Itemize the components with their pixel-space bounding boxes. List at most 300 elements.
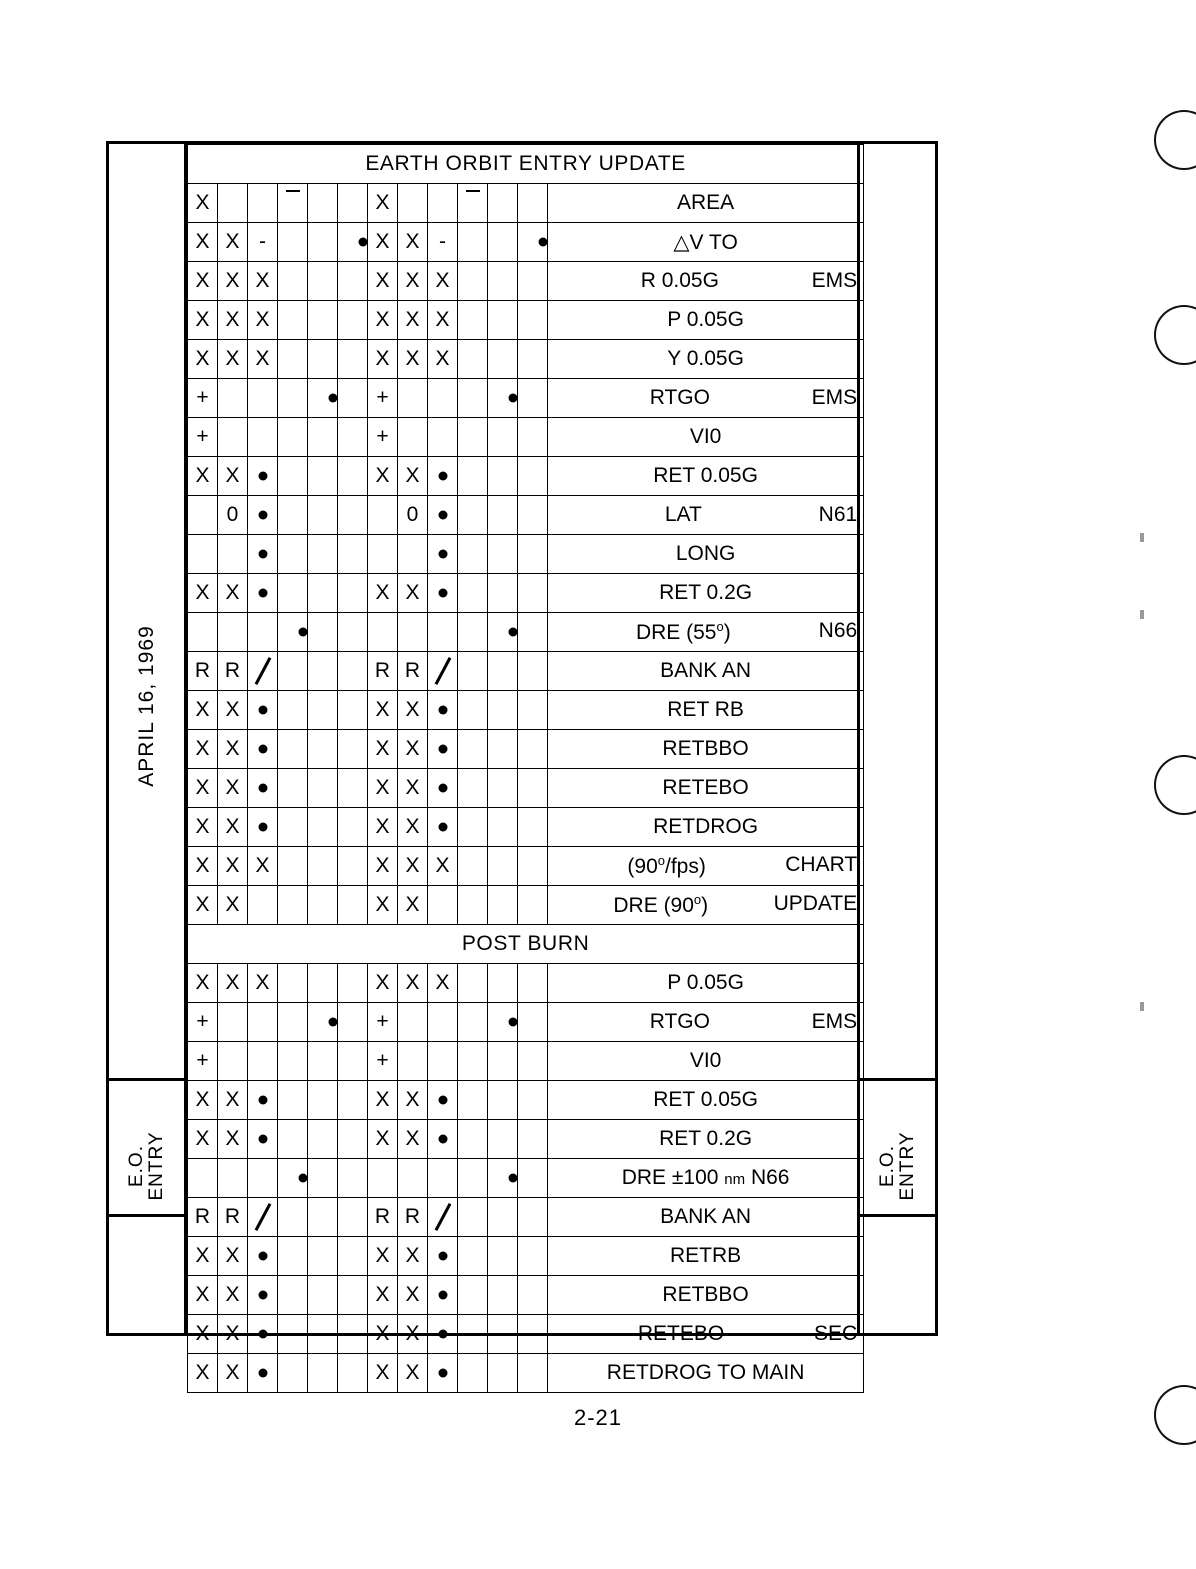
cell-dre-90-r-2[interactable] [428, 886, 458, 925]
cell-chart-90fps-r-3[interactable] [458, 847, 488, 886]
cell-pb-retbbo-r-0[interactable]: X [368, 1276, 398, 1315]
cell-retdrog-r-3[interactable] [458, 808, 488, 847]
cell-pb-bank-an-l-3[interactable] [278, 1198, 308, 1237]
cell-pb-retrb-l-2[interactable] [248, 1237, 278, 1276]
cell-dre-90-r-1[interactable]: X [398, 886, 428, 925]
cell-pb-vio-r-2[interactable] [428, 1042, 458, 1081]
cell-area-r-3[interactable] [458, 184, 488, 223]
cell-pb-dre-100-l-1[interactable] [218, 1159, 248, 1198]
cell-pb-retdrog-l-5[interactable] [338, 1354, 368, 1393]
cell-pb-ret-02g-l-4[interactable] [308, 1120, 338, 1159]
cell-long-l-1[interactable] [218, 535, 248, 574]
cell-pb-ret-02g-r-5[interactable] [518, 1120, 548, 1159]
cell-dre-55-l-4[interactable] [308, 613, 338, 652]
cell-area-l-1[interactable] [218, 184, 248, 223]
cell-pb-bank-an-l-4[interactable] [308, 1198, 338, 1237]
cell-pb-ret-005g-l-1[interactable]: X [218, 1081, 248, 1120]
cell-rtgo-l-1[interactable] [218, 379, 248, 418]
cell-pb-vio-r-0[interactable]: + [368, 1042, 398, 1081]
cell-pb-dre-100-r-1[interactable] [398, 1159, 428, 1198]
cell-rtgo-l-3[interactable] [278, 379, 308, 418]
cell-pb-bank-an-l-1[interactable]: R [218, 1198, 248, 1237]
cell-dre-55-l-5[interactable] [338, 613, 368, 652]
cell-pb-ret-02g-r-4[interactable] [488, 1120, 518, 1159]
cell-pb-ret-005g-r-4[interactable] [488, 1081, 518, 1120]
cell-dv-to-l-1[interactable]: X [218, 223, 248, 262]
cell-chart-90fps-l-0[interactable]: X [188, 847, 218, 886]
cell-vio-r-0[interactable]: + [368, 418, 398, 457]
cell-ret-rb-r-2[interactable] [428, 691, 458, 730]
cell-pb-vio-r-3[interactable] [458, 1042, 488, 1081]
cell-pb-ret-005g-l-2[interactable] [248, 1081, 278, 1120]
cell-pb-dre-100-l-0[interactable] [188, 1159, 218, 1198]
cell-retebo-l-3[interactable] [278, 769, 308, 808]
cell-dv-to-l-0[interactable]: X [188, 223, 218, 262]
cell-pb-retebo-l-0[interactable]: X [188, 1315, 218, 1354]
cell-pb-retdrog-r-0[interactable]: X [368, 1354, 398, 1393]
cell-rtgo-r-5[interactable] [518, 379, 548, 418]
cell-vio-r-5[interactable] [518, 418, 548, 457]
cell-ret-02g-r-1[interactable]: X [398, 574, 428, 613]
cell-r-005g-l-0[interactable]: X [188, 262, 218, 301]
cell-vio-l-4[interactable] [308, 418, 338, 457]
cell-ret-rb-r-4[interactable] [488, 691, 518, 730]
cell-pb-ret-02g-r-0[interactable]: X [368, 1120, 398, 1159]
cell-dre-55-l-2[interactable] [248, 613, 278, 652]
cell-retebo-r-4[interactable] [488, 769, 518, 808]
cell-pb-retrb-l-0[interactable]: X [188, 1237, 218, 1276]
cell-pb-bank-an-l-5[interactable] [338, 1198, 368, 1237]
cell-r-005g-r-3[interactable] [458, 262, 488, 301]
cell-pb-retrb-l-4[interactable] [308, 1237, 338, 1276]
cell-rtgo-r-3[interactable] [458, 379, 488, 418]
cell-ret-005g-r-1[interactable]: X [398, 457, 428, 496]
cell-vio-l-0[interactable]: + [188, 418, 218, 457]
cell-pb-vio-l-2[interactable] [248, 1042, 278, 1081]
cell-pb-retrb-l-3[interactable] [278, 1237, 308, 1276]
cell-lat-r-3[interactable] [458, 496, 488, 535]
cell-rtgo-r-1[interactable] [398, 379, 428, 418]
cell-r-005g-r-5[interactable] [518, 262, 548, 301]
cell-pb-p-005g-l-3[interactable] [278, 964, 308, 1003]
cell-vio-r-2[interactable] [428, 418, 458, 457]
cell-ret-005g-r-5[interactable] [518, 457, 548, 496]
cell-retdrog-l-0[interactable]: X [188, 808, 218, 847]
cell-pb-vio-l-0[interactable]: + [188, 1042, 218, 1081]
cell-bank-an-l-0[interactable]: R [188, 652, 218, 691]
cell-retdrog-l-5[interactable] [338, 808, 368, 847]
cell-retebo-l-5[interactable] [338, 769, 368, 808]
cell-pb-ret-02g-r-2[interactable] [428, 1120, 458, 1159]
cell-pb-ret-005g-r-5[interactable] [518, 1081, 548, 1120]
cell-lat-r-4[interactable] [488, 496, 518, 535]
cell-pb-rtgo-r-4[interactable] [488, 1003, 518, 1042]
cell-pb-p-005g-l-1[interactable]: X [218, 964, 248, 1003]
cell-dre-55-l-0[interactable] [188, 613, 218, 652]
cell-p-005g-l-4[interactable] [308, 301, 338, 340]
cell-y-005g-r-4[interactable] [488, 340, 518, 379]
cell-pb-ret-02g-l-5[interactable] [338, 1120, 368, 1159]
cell-r-005g-r-1[interactable]: X [398, 262, 428, 301]
cell-r-005g-l-5[interactable] [338, 262, 368, 301]
cell-dv-to-r-5[interactable] [518, 223, 548, 262]
cell-retebo-l-1[interactable]: X [218, 769, 248, 808]
cell-pb-ret-005g-r-3[interactable] [458, 1081, 488, 1120]
cell-rtgo-l-2[interactable] [248, 379, 278, 418]
cell-p-005g-l-3[interactable] [278, 301, 308, 340]
cell-bank-an-r-3[interactable] [458, 652, 488, 691]
cell-pb-p-005g-r-2[interactable]: X [428, 964, 458, 1003]
cell-p-005g-r-3[interactable] [458, 301, 488, 340]
cell-vio-r-3[interactable] [458, 418, 488, 457]
cell-p-005g-r-4[interactable] [488, 301, 518, 340]
cell-pb-bank-an-l-2[interactable] [248, 1198, 278, 1237]
cell-retdrog-r-4[interactable] [488, 808, 518, 847]
cell-dv-to-r-1[interactable]: X [398, 223, 428, 262]
cell-pb-retebo-r-3[interactable] [458, 1315, 488, 1354]
cell-pb-retbbo-r-2[interactable] [428, 1276, 458, 1315]
cell-retebo-r-0[interactable]: X [368, 769, 398, 808]
cell-ret-005g-l-0[interactable]: X [188, 457, 218, 496]
cell-pb-retrb-r-1[interactable]: X [398, 1237, 428, 1276]
cell-r-005g-l-1[interactable]: X [218, 262, 248, 301]
cell-dre-55-r-2[interactable] [428, 613, 458, 652]
cell-pb-retrb-r-4[interactable] [488, 1237, 518, 1276]
cell-pb-retbbo-l-2[interactable] [248, 1276, 278, 1315]
cell-p-005g-l-2[interactable]: X [248, 301, 278, 340]
cell-pb-ret-005g-l-5[interactable] [338, 1081, 368, 1120]
cell-pb-retebo-l-4[interactable] [308, 1315, 338, 1354]
cell-pb-ret-005g-l-4[interactable] [308, 1081, 338, 1120]
cell-retbbo-l-3[interactable] [278, 730, 308, 769]
cell-pb-retrb-r-2[interactable] [428, 1237, 458, 1276]
cell-ret-02g-r-2[interactable] [428, 574, 458, 613]
cell-pb-retbbo-l-0[interactable]: X [188, 1276, 218, 1315]
cell-rtgo-r-2[interactable] [428, 379, 458, 418]
cell-bank-an-l-1[interactable]: R [218, 652, 248, 691]
cell-ret-rb-r-3[interactable] [458, 691, 488, 730]
cell-retdrog-r-2[interactable] [428, 808, 458, 847]
cell-ret-005g-l-4[interactable] [308, 457, 338, 496]
cell-pb-ret-005g-l-3[interactable] [278, 1081, 308, 1120]
cell-ret-005g-l-5[interactable] [338, 457, 368, 496]
cell-y-005g-r-0[interactable]: X [368, 340, 398, 379]
cell-ret-02g-l-3[interactable] [278, 574, 308, 613]
cell-lat-r-2[interactable] [428, 496, 458, 535]
cell-y-005g-l-3[interactable] [278, 340, 308, 379]
cell-bank-an-r-1[interactable]: R [398, 652, 428, 691]
cell-dv-to-r-4[interactable] [488, 223, 518, 262]
cell-pb-ret-02g-l-3[interactable] [278, 1120, 308, 1159]
cell-ret-02g-r-0[interactable]: X [368, 574, 398, 613]
cell-pb-retebo-r-2[interactable] [428, 1315, 458, 1354]
cell-dre-90-r-4[interactable] [488, 886, 518, 925]
cell-pb-retdrog-r-1[interactable]: X [398, 1354, 428, 1393]
cell-pb-retrb-l-5[interactable] [338, 1237, 368, 1276]
cell-pb-dre-100-l-5[interactable] [338, 1159, 368, 1198]
cell-pb-vio-l-3[interactable] [278, 1042, 308, 1081]
cell-ret-rb-l-5[interactable] [338, 691, 368, 730]
cell-dv-to-r-3[interactable] [458, 223, 488, 262]
cell-dv-to-l-4[interactable] [308, 223, 338, 262]
cell-dv-to-l-3[interactable] [278, 223, 308, 262]
cell-retebo-r-2[interactable] [428, 769, 458, 808]
cell-area-l-2[interactable] [248, 184, 278, 223]
cell-pb-retrb-l-1[interactable]: X [218, 1237, 248, 1276]
cell-pb-rtgo-r-2[interactable] [428, 1003, 458, 1042]
cell-retebo-r-3[interactable] [458, 769, 488, 808]
cell-pb-retebo-l-5[interactable] [338, 1315, 368, 1354]
cell-pb-vio-r-1[interactable] [398, 1042, 428, 1081]
cell-pb-retbbo-r-5[interactable] [518, 1276, 548, 1315]
cell-pb-vio-r-4[interactable] [488, 1042, 518, 1081]
cell-pb-retebo-l-2[interactable] [248, 1315, 278, 1354]
cell-ret-005g-l-3[interactable] [278, 457, 308, 496]
cell-ret-005g-l-1[interactable]: X [218, 457, 248, 496]
cell-p-005g-r-1[interactable]: X [398, 301, 428, 340]
cell-dre-55-l-1[interactable] [218, 613, 248, 652]
cell-retbbo-l-1[interactable]: X [218, 730, 248, 769]
cell-ret-rb-l-4[interactable] [308, 691, 338, 730]
cell-retdrog-l-3[interactable] [278, 808, 308, 847]
cell-dv-to-r-0[interactable]: X [368, 223, 398, 262]
cell-pb-retdrog-r-4[interactable] [488, 1354, 518, 1393]
cell-dre-90-r-5[interactable] [518, 886, 548, 925]
cell-pb-retdrog-r-5[interactable] [518, 1354, 548, 1393]
cell-pb-ret-02g-r-1[interactable]: X [398, 1120, 428, 1159]
cell-pb-ret-02g-r-3[interactable] [458, 1120, 488, 1159]
cell-ret-005g-l-2[interactable] [248, 457, 278, 496]
cell-pb-ret-005g-l-0[interactable]: X [188, 1081, 218, 1120]
cell-bank-an-r-0[interactable]: R [368, 652, 398, 691]
cell-area-r-2[interactable] [428, 184, 458, 223]
cell-chart-90fps-l-4[interactable] [308, 847, 338, 886]
cell-lat-l-0[interactable] [188, 496, 218, 535]
cell-p-005g-r-0[interactable]: X [368, 301, 398, 340]
cell-area-l-3[interactable] [278, 184, 308, 223]
cell-lat-r-5[interactable] [518, 496, 548, 535]
cell-lat-l-3[interactable] [278, 496, 308, 535]
cell-pb-ret-02g-l-2[interactable] [248, 1120, 278, 1159]
cell-pb-retrb-r-5[interactable] [518, 1237, 548, 1276]
cell-pb-rtgo-l-0[interactable]: + [188, 1003, 218, 1042]
cell-retdrog-r-0[interactable]: X [368, 808, 398, 847]
cell-rtgo-l-4[interactable] [308, 379, 338, 418]
cell-dre-90-r-3[interactable] [458, 886, 488, 925]
cell-pb-p-005g-r-1[interactable]: X [398, 964, 428, 1003]
cell-ret-rb-l-0[interactable]: X [188, 691, 218, 730]
cell-bank-an-r-5[interactable] [518, 652, 548, 691]
cell-lat-l-1[interactable]: 0 [218, 496, 248, 535]
cell-pb-retrb-r-0[interactable]: X [368, 1237, 398, 1276]
cell-dre-55-l-3[interactable] [278, 613, 308, 652]
cell-pb-vio-l-5[interactable] [338, 1042, 368, 1081]
cell-bank-an-r-2[interactable] [428, 652, 458, 691]
cell-retebo-l-0[interactable]: X [188, 769, 218, 808]
cell-ret-005g-r-4[interactable] [488, 457, 518, 496]
cell-p-005g-l-0[interactable]: X [188, 301, 218, 340]
cell-dre-90-l-4[interactable] [308, 886, 338, 925]
cell-vio-r-1[interactable] [398, 418, 428, 457]
cell-y-005g-l-2[interactable]: X [248, 340, 278, 379]
cell-long-r-5[interactable] [518, 535, 548, 574]
cell-pb-bank-an-r-1[interactable]: R [398, 1198, 428, 1237]
cell-long-l-2[interactable] [248, 535, 278, 574]
cell-pb-dre-100-r-3[interactable] [458, 1159, 488, 1198]
cell-dv-to-l-5[interactable] [338, 223, 368, 262]
cell-retdrog-l-1[interactable]: X [218, 808, 248, 847]
cell-ret-02g-r-3[interactable] [458, 574, 488, 613]
cell-rtgo-r-0[interactable]: + [368, 379, 398, 418]
cell-dre-90-l-0[interactable]: X [188, 886, 218, 925]
cell-y-005g-r-5[interactable] [518, 340, 548, 379]
cell-retdrog-l-4[interactable] [308, 808, 338, 847]
cell-retbbo-l-4[interactable] [308, 730, 338, 769]
cell-pb-bank-an-r-4[interactable] [488, 1198, 518, 1237]
cell-long-l-0[interactable] [188, 535, 218, 574]
cell-r-005g-l-3[interactable] [278, 262, 308, 301]
cell-pb-dre-100-l-4[interactable] [308, 1159, 338, 1198]
cell-retbbo-l-5[interactable] [338, 730, 368, 769]
cell-vio-l-3[interactable] [278, 418, 308, 457]
cell-area-l-5[interactable] [338, 184, 368, 223]
cell-vio-l-5[interactable] [338, 418, 368, 457]
cell-area-r-0[interactable]: X [368, 184, 398, 223]
cell-dre-90-l-2[interactable] [248, 886, 278, 925]
cell-dv-to-r-2[interactable]: - [428, 223, 458, 262]
cell-ret-02g-r-5[interactable] [518, 574, 548, 613]
cell-pb-rtgo-l-3[interactable] [278, 1003, 308, 1042]
cell-y-005g-l-0[interactable]: X [188, 340, 218, 379]
cell-retbbo-l-0[interactable]: X [188, 730, 218, 769]
cell-ret-02g-r-4[interactable] [488, 574, 518, 613]
cell-p-005g-l-5[interactable] [338, 301, 368, 340]
cell-retdrog-r-5[interactable] [518, 808, 548, 847]
cell-pb-ret-02g-l-1[interactable]: X [218, 1120, 248, 1159]
cell-chart-90fps-r-2[interactable]: X [428, 847, 458, 886]
cell-pb-dre-100-l-3[interactable] [278, 1159, 308, 1198]
cell-bank-an-r-4[interactable] [488, 652, 518, 691]
cell-pb-dre-100-r-2[interactable] [428, 1159, 458, 1198]
cell-pb-retbbo-l-1[interactable]: X [218, 1276, 248, 1315]
cell-pb-retbbo-l-4[interactable] [308, 1276, 338, 1315]
cell-vio-r-4[interactable] [488, 418, 518, 457]
cell-chart-90fps-r-5[interactable] [518, 847, 548, 886]
cell-rtgo-l-5[interactable] [338, 379, 368, 418]
cell-retbbo-r-2[interactable] [428, 730, 458, 769]
cell-pb-retrb-r-3[interactable] [458, 1237, 488, 1276]
cell-area-l-4[interactable] [308, 184, 338, 223]
cell-y-005g-r-3[interactable] [458, 340, 488, 379]
cell-retbbo-r-0[interactable]: X [368, 730, 398, 769]
cell-pb-p-005g-l-2[interactable]: X [248, 964, 278, 1003]
cell-pb-retebo-r-1[interactable]: X [398, 1315, 428, 1354]
cell-p-005g-r-5[interactable] [518, 301, 548, 340]
cell-lat-r-0[interactable] [368, 496, 398, 535]
cell-pb-retbbo-l-5[interactable] [338, 1276, 368, 1315]
cell-retebo-l-2[interactable] [248, 769, 278, 808]
cell-ret-005g-r-3[interactable] [458, 457, 488, 496]
cell-pb-bank-an-r-3[interactable] [458, 1198, 488, 1237]
cell-chart-90fps-r-4[interactable] [488, 847, 518, 886]
cell-area-r-5[interactable] [518, 184, 548, 223]
cell-lat-l-4[interactable] [308, 496, 338, 535]
cell-dre-55-r-3[interactable] [458, 613, 488, 652]
cell-chart-90fps-l-2[interactable]: X [248, 847, 278, 886]
cell-lat-l-2[interactable] [248, 496, 278, 535]
cell-long-r-4[interactable] [488, 535, 518, 574]
cell-pb-retebo-l-1[interactable]: X [218, 1315, 248, 1354]
cell-retbbo-r-3[interactable] [458, 730, 488, 769]
cell-pb-retdrog-l-3[interactable] [278, 1354, 308, 1393]
cell-pb-bank-an-r-5[interactable] [518, 1198, 548, 1237]
cell-dre-90-r-0[interactable]: X [368, 886, 398, 925]
cell-long-r-2[interactable] [428, 535, 458, 574]
cell-area-r-4[interactable] [488, 184, 518, 223]
cell-area-l-0[interactable]: X [188, 184, 218, 223]
cell-dre-55-r-4[interactable] [488, 613, 518, 652]
cell-pb-rtgo-l-1[interactable] [218, 1003, 248, 1042]
cell-bank-an-l-3[interactable] [278, 652, 308, 691]
cell-long-l-5[interactable] [338, 535, 368, 574]
cell-ret-02g-l-0[interactable]: X [188, 574, 218, 613]
cell-p-005g-r-2[interactable]: X [428, 301, 458, 340]
cell-pb-bank-an-r-0[interactable]: R [368, 1198, 398, 1237]
cell-retbbo-r-4[interactable] [488, 730, 518, 769]
cell-vio-l-2[interactable] [248, 418, 278, 457]
cell-y-005g-l-5[interactable] [338, 340, 368, 379]
cell-pb-p-005g-r-0[interactable]: X [368, 964, 398, 1003]
cell-long-r-0[interactable] [368, 535, 398, 574]
cell-pb-retbbo-l-3[interactable] [278, 1276, 308, 1315]
cell-chart-90fps-r-0[interactable]: X [368, 847, 398, 886]
cell-bank-an-l-5[interactable] [338, 652, 368, 691]
cell-ret-02g-l-4[interactable] [308, 574, 338, 613]
cell-pb-ret-005g-r-0[interactable]: X [368, 1081, 398, 1120]
cell-r-005g-r-2[interactable]: X [428, 262, 458, 301]
cell-ret-rb-l-2[interactable] [248, 691, 278, 730]
cell-chart-90fps-l-5[interactable] [338, 847, 368, 886]
cell-pb-retbbo-r-4[interactable] [488, 1276, 518, 1315]
cell-long-l-3[interactable] [278, 535, 308, 574]
cell-retdrog-r-1[interactable]: X [398, 808, 428, 847]
cell-r-005g-r-4[interactable] [488, 262, 518, 301]
cell-pb-retbbo-r-1[interactable]: X [398, 1276, 428, 1315]
cell-pb-rtgo-r-1[interactable] [398, 1003, 428, 1042]
cell-r-005g-l-2[interactable]: X [248, 262, 278, 301]
cell-lat-l-5[interactable] [338, 496, 368, 535]
cell-pb-bank-an-l-0[interactable]: R [188, 1198, 218, 1237]
cell-pb-retdrog-r-3[interactable] [458, 1354, 488, 1393]
cell-pb-retebo-r-0[interactable]: X [368, 1315, 398, 1354]
cell-pb-retdrog-l-2[interactable] [248, 1354, 278, 1393]
cell-pb-rtgo-r-0[interactable]: + [368, 1003, 398, 1042]
cell-dre-55-r-5[interactable] [518, 613, 548, 652]
cell-retbbo-r-1[interactable]: X [398, 730, 428, 769]
cell-ret-005g-r-0[interactable]: X [368, 457, 398, 496]
cell-pb-rtgo-l-5[interactable] [338, 1003, 368, 1042]
cell-r-005g-r-0[interactable]: X [368, 262, 398, 301]
cell-pb-retebo-l-3[interactable] [278, 1315, 308, 1354]
cell-pb-p-005g-r-4[interactable] [488, 964, 518, 1003]
cell-pb-vio-r-5[interactable] [518, 1042, 548, 1081]
cell-r-005g-l-4[interactable] [308, 262, 338, 301]
cell-pb-retebo-r-5[interactable] [518, 1315, 548, 1354]
cell-retebo-l-4[interactable] [308, 769, 338, 808]
cell-ret-rb-r-0[interactable]: X [368, 691, 398, 730]
cell-pb-rtgo-l-2[interactable] [248, 1003, 278, 1042]
cell-pb-retdrog-l-4[interactable] [308, 1354, 338, 1393]
